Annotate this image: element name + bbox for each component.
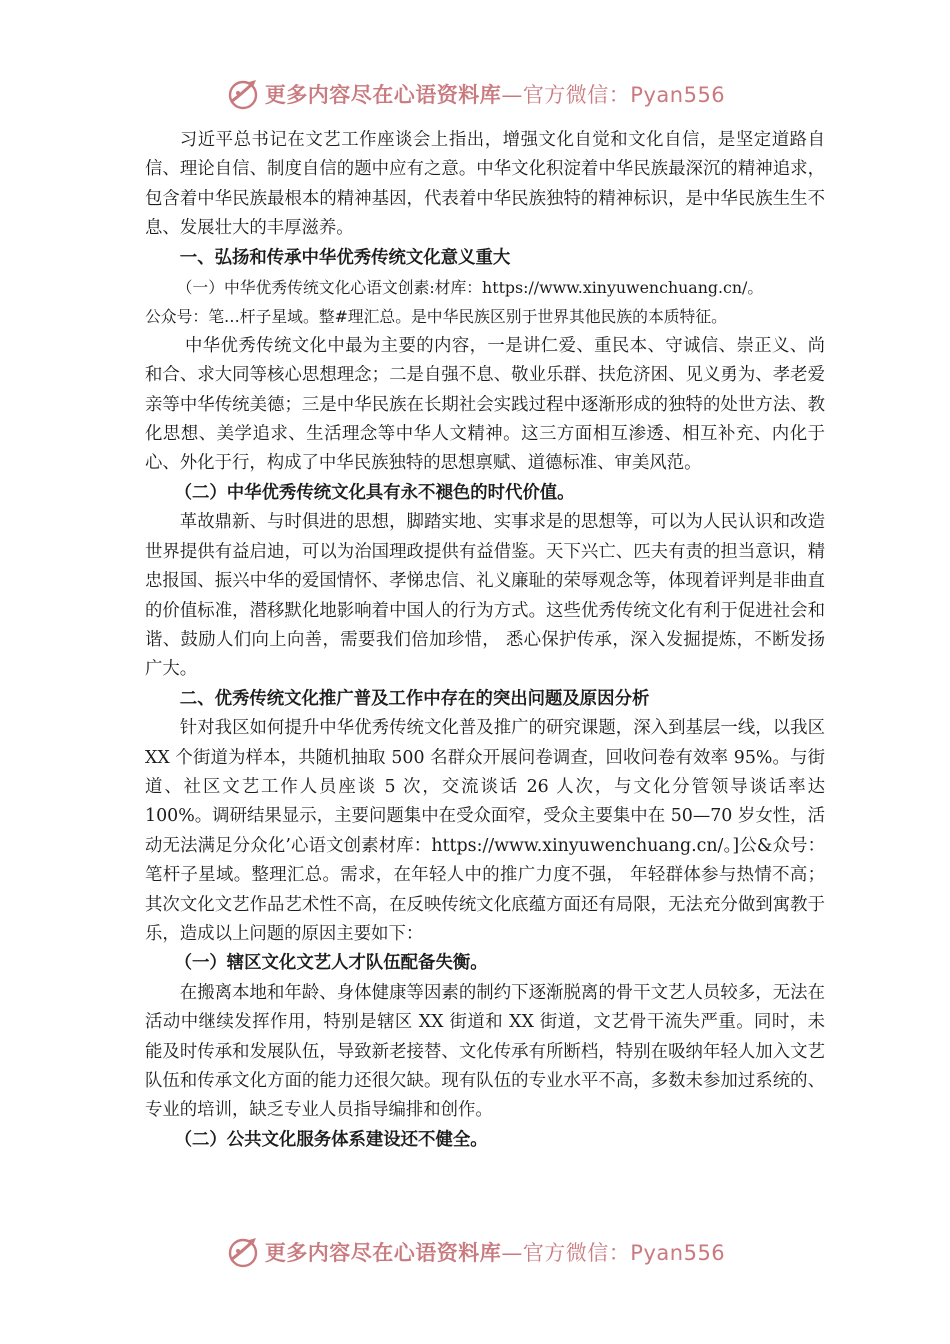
pen-logo-icon: [225, 1234, 261, 1270]
subheading-2-2: （二）公共文化服务体系建设还不健全。: [174, 1129, 488, 1150]
pen-logo-icon: [225, 76, 261, 112]
paragraph-research: 针对我区如何提升中华优秀传统文化普及推广的研究课题，深入到基层一线，以我区 XX 个街道为样本，共随机抽取 500 名群众开展问卷调查，回收问卷有效率 95%。与街道、社区文艺工作人员座谈 5 次，交流谈话 26 人次，与文化分管领导谈话率达 100%。调研结果显示，主要问题集中在受众面窄，受众主要集中在 50—70 岁女性，活动无法满足分众化’心语文创素材库：https://www.xinyuwenchuang.cn/。]公&众号：笔杆子星域。整理汇总。需求，在年轻人中的推广力度不强， 年轻群体参与热情不高；其次文化文艺作品艺术性不高，在反映传统文化底蕴方面还有局限，无法充分做到寓教于乐，造成以上问题的原因主要如下：: [145, 718, 825, 944]
document-body: [145, 126, 825, 1155]
paragraph-core-content: 中华优秀传统文化中最为主要的内容，一是讲仁爱、重民本、守诚信、崇正义、尚和合、求大同等核心思想理念；二是自强不息、敬业乐群、扶危济困、见义勇为、孝老爱亲等中华传统美德；三是中华民族在长期社会实践过程中逐渐形成的独特的处世方法、教化思想、美学追求、生活理念等中华人文精神。这三方面相互渗透、相互补充、内化于心、外化于行，构成了中华民族独特的思想禀赋、道德标准、审美风范。: [145, 335, 825, 474]
paragraph-era-value: 革故鼎新、与时俱进的思想，脚踏实地、实事求是的思想等，可以为人民认识和改造世界提供有益启迪，可以为治国理政提供有益借鉴。天下兴亡、匹夫有责的担当意识，精忠报国、振兴中华的爱国情怀、孝悌忠信、礼义廉耻的荣辱观念等，体现着评判是非曲直的价值标准，潜移默化地影响着中国人的行为方式。这些优秀传统文化有利于促进社会和谐、鼓励人们向上向善，需要我们倍加珍惜， 悉心保护传承，深入发掘提炼，不断发扬广大。: [145, 512, 825, 680]
paragraph-watermark-line: 公众号：笔…杆子星域。整#理汇总。是中华民族区别于世界其他民族的本质特征。: [145, 307, 727, 327]
subheading-2-1: （一）辖区文化文艺人才队伍配备失衡。: [174, 953, 488, 974]
subheading-1-2: （二）中华优秀传统文化具有永不褪色的时代价值。: [174, 482, 575, 503]
subheading-1-1: （一）中华优秀传统文化心语文创素:材库：https://www.xinyuwenchuang.cn/。: [176, 278, 764, 298]
footer-banner-text: 更多内容尽在心语资料库—官方微信：Pyan556: [264, 1241, 726, 1265]
header-banner-text: 更多内容尽在心语资料库—官方微信：Pyan556: [264, 83, 726, 107]
paragraph-intro: 习近平总书记在文艺工作座谈会上指出，增强文化自觉和文化自信，是坚定道路自信、理论自信、制度自信的题中应有之意。中华文化积淀着中华民族最深沉的精神追求，包含着中华民族最根本的精神基因，代表着中华民族独特的精神标识，是中华民族生生不息、发展壮大的丰厚滋养。: [145, 130, 825, 239]
heading-section-1: 一、弘扬和传承中华优秀传统文化意义重大: [179, 247, 511, 268]
paragraph-talent: 在搬离本地和年龄、身体健康等因素的制约下逐渐脱离的骨干文艺人员较多，无法在活动中继续发挥作用，特别是辖区 XX 街道和 XX 街道，文艺骨干流失严重。同时，未能及时传承和发展队伍，导致新老接替、文化传承有所断档，特别在吸纳年轻人加入文艺队伍和传承文化方面的能力还很欠缺。现有队伍的专业水平不高，多数未参加过系统的、专业的培训，缺乏专业人员指导编排和创作。: [145, 982, 825, 1121]
footer-banner: [0, 1232, 950, 1272]
header-banner: [0, 74, 950, 114]
heading-section-2: 二、优秀传统文化推广普及工作中存在的突出问题及原因分析: [179, 688, 650, 709]
